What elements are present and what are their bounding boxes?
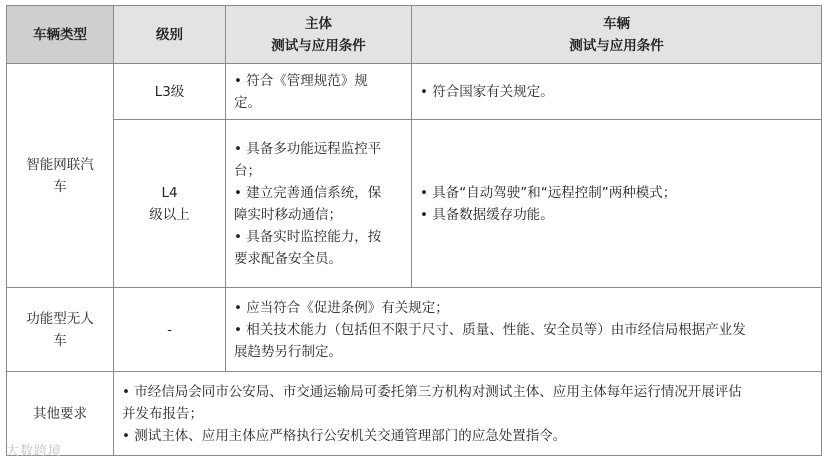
l4-subject-line: 障实时移动通信； [234, 206, 342, 223]
l4-level-cell [114, 120, 226, 288]
l4-subject-line: • 具备实时监控能力，按 [234, 228, 382, 245]
unmanned-conditions-line: • 应当符合《促进条例》有关规定； [234, 299, 449, 316]
l3-level-cell: L3级 [114, 64, 226, 120]
l3-subject-line: 定。 [234, 94, 261, 111]
unmanned-level-cell: - [114, 288, 226, 372]
icv-type-cell [7, 64, 114, 288]
header-vehicle-subtitle: 测试与应用条件 [569, 37, 664, 54]
other-conditions-line: • 测试主体、应用主体应严格执行公安机关交通管理部门的应急处置指令。 [122, 427, 567, 444]
table-row-other [7, 372, 822, 456]
l4-vehicle-cell [412, 120, 822, 288]
icv-type-line: 智能网联汽 [26, 156, 94, 173]
l4-vehicle-line: • 具备数据缓存功能。 [420, 206, 554, 223]
l4-subject-line: • 建立完善通信系统，保 [234, 184, 382, 201]
unmanned-conditions-cell [226, 288, 822, 372]
l4-subject-line: • 具备多功能远程监控平 [234, 140, 382, 157]
unmanned-type-line: 功能型无人 [26, 310, 94, 327]
l4-subject-cell [226, 120, 412, 288]
l4-level-line: 级以上 [149, 206, 190, 223]
icv-type-line: 车 [53, 178, 67, 195]
header-vehicle-type: 车辆类型 [7, 6, 114, 64]
header-subject-subtitle: 测试与应用条件 [271, 37, 366, 54]
header-row [7, 6, 822, 64]
header-subject-title: 主体 [305, 15, 332, 32]
l4-subject-line: 要求配备安全员。 [234, 250, 342, 267]
table-row-unmanned [7, 288, 822, 372]
l3-vehicle-line: • 符合国家有关规定。 [420, 83, 554, 100]
conditions-table [6, 5, 822, 456]
header-level: 级别 [114, 6, 226, 64]
l4-subject-line: 台； [234, 162, 261, 179]
l3-vehicle-cell [412, 64, 822, 120]
unmanned-conditions-line: 展趋势另行制定。 [234, 343, 342, 360]
header-subject-conditions [226, 6, 412, 64]
table-row-l3 [7, 64, 822, 120]
header-vehicle-conditions [412, 6, 822, 64]
other-type-cell: 其他要求 [7, 372, 114, 456]
unmanned-conditions-line: • 相关技术能力（包括但不限于尺寸、质量、性能、安全员等）由市经信局根据产业发 [234, 321, 746, 338]
watermark: 大数跨境 [6, 444, 63, 459]
table-row-l4 [7, 120, 822, 288]
other-conditions-cell [114, 372, 822, 456]
l4-level-line: L4 [161, 184, 178, 201]
l4-vehicle-line: • 具备“自动驾驶”和“远程控制”两种模式； [420, 184, 677, 201]
unmanned-type-line: 车 [53, 332, 67, 349]
l3-subject-line: • 符合《管理规范》规 [234, 72, 368, 89]
other-conditions-line: 并发布报告； [122, 405, 203, 422]
unmanned-type-cell [7, 288, 114, 372]
other-conditions-line: • 市经信局会同市公安局、市交通运输局可委托第三方机构对测试主体、应用主体每年运行情况开展评估 [122, 383, 742, 400]
l3-subject-cell [226, 64, 412, 120]
header-vehicle-title: 车辆 [603, 15, 630, 32]
